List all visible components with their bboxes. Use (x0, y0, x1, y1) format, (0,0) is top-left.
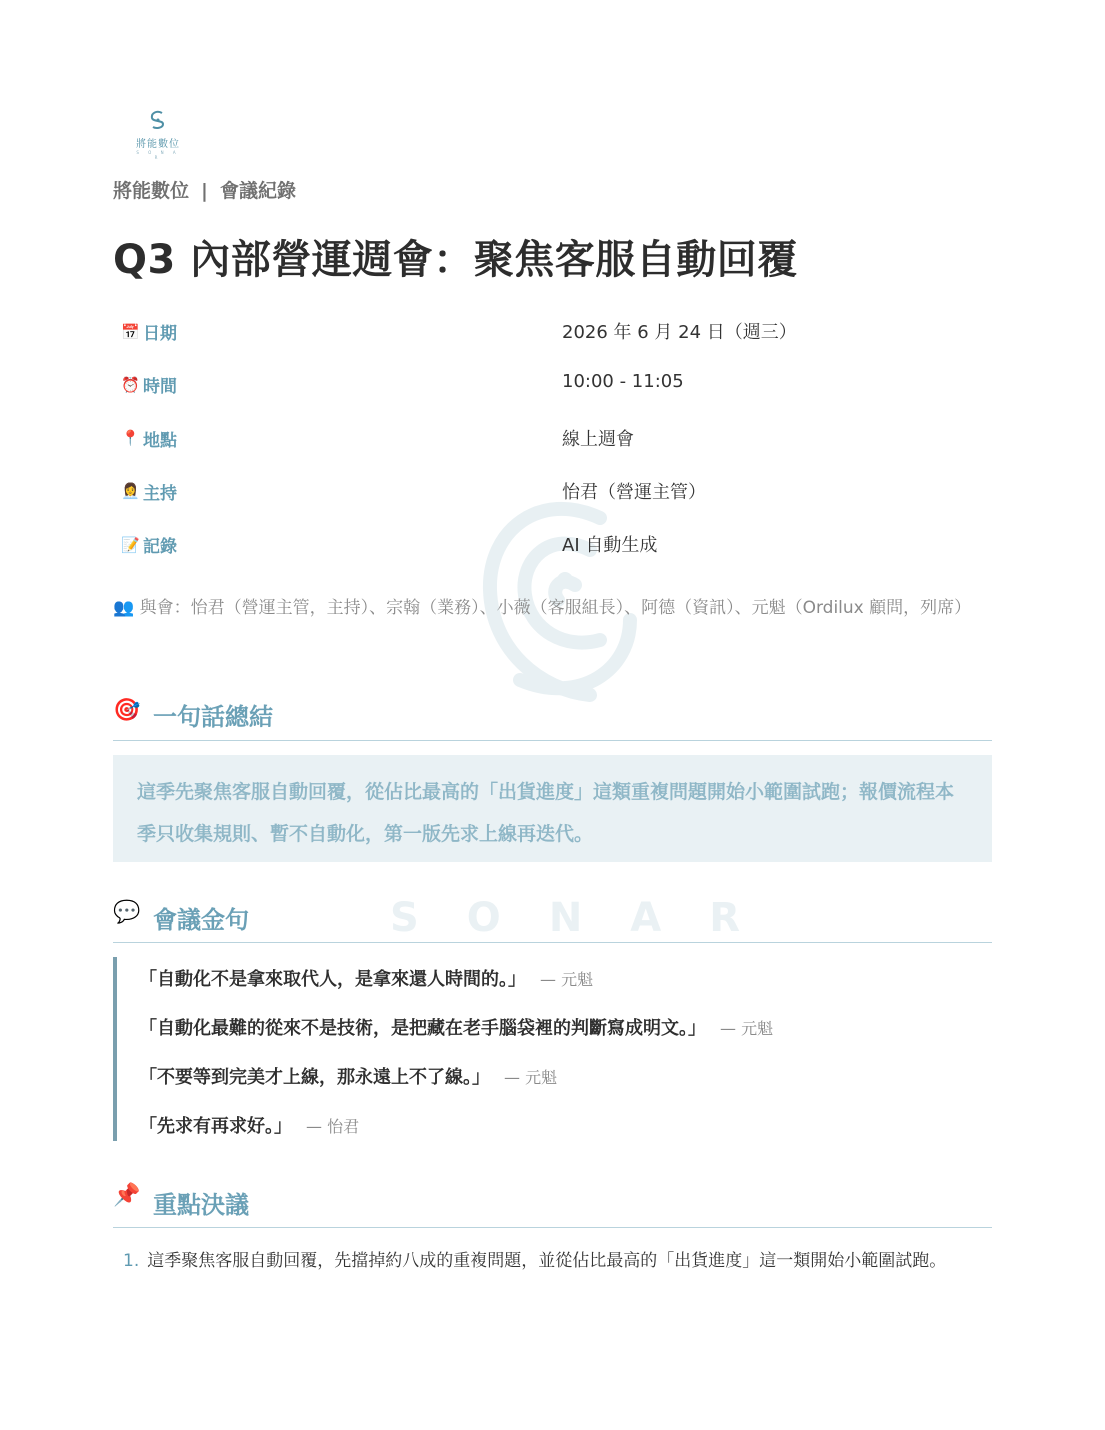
decision-text: 這季聚焦客服自動回覆，先擋掉約八成的重複問題，並從佔比最高的「出貨進度」這一類開始小範圍試跑。 (147, 1251, 947, 1271)
section-summary-header (113, 694, 992, 741)
quotes-block (113, 957, 996, 1141)
doc-header (113, 176, 296, 203)
logo-name: 將能數位 (136, 139, 180, 150)
meta-value: 怡君（營運主管） (562, 481, 706, 503)
meta-value: 2026 年 6 月 24 日（週三） (562, 322, 797, 343)
host-person-icon: 👩‍💼 (121, 482, 140, 501)
section-quotes-header (113, 896, 992, 943)
decision-item (123, 1243, 993, 1280)
meta-label: 記錄 (143, 537, 177, 558)
pin-icon: 📍 (121, 429, 140, 448)
attendees-text: 與會：怡君（營運主管，主持）、宗翰（業務）、小薇（客服組長）、阿德（資訊）、元魁（Ordilux 顧問，列席） (139, 598, 972, 618)
meta-value: 10:00 - 11:05 (562, 371, 684, 393)
alarm-clock-icon: ⏰ (121, 375, 140, 394)
meta-value: 線上週會 (562, 428, 634, 450)
logo-subtitle: S O N A R (136, 150, 180, 160)
quote-text: 「自動化最難的從來不是技術，是把藏在老手腦袋裡的判斷寫成明文。」 (139, 1018, 706, 1039)
calendar-icon: 📅 (121, 322, 140, 341)
sonar-logo-icon (149, 110, 167, 130)
meeting-info-table (113, 313, 992, 579)
summary-text: 這季先聚焦客服自動回覆，從佔比最高的「出貨進度」這類重複問題開始小範圍試跑；報價流程本季只收集規則、暫不自動化，第一版先求上線再迭代。 (137, 781, 955, 845)
quote-item (139, 1112, 359, 1138)
page-title: Q3 內部營運週會：聚焦客服自動回覆 (113, 237, 798, 283)
section-decisions-header (113, 1181, 992, 1228)
meta-row-recorder (113, 526, 992, 579)
meta-row-time (113, 366, 992, 419)
meta-label: 日期 (143, 324, 177, 344)
summary-box (113, 755, 992, 862)
attendees-icon: 👥 (113, 598, 135, 618)
quote-author: — 元魁 (540, 970, 594, 989)
quote-author: — 怡君 (306, 1117, 360, 1136)
header-separator: | (201, 180, 208, 202)
meta-row-host (113, 473, 992, 526)
meta-label: 地點 (143, 430, 177, 451)
brand-name: 將能數位 (113, 180, 190, 202)
quote-item (139, 1014, 773, 1040)
quote-item (139, 1063, 557, 1089)
meta-label: 時間 (143, 377, 177, 398)
meta-row-location (113, 420, 992, 473)
quote-text: 「先求有再求好。」 (139, 1116, 292, 1137)
quote-author: — 元魁 (504, 1068, 558, 1087)
watermark-text: SONAR (390, 895, 789, 941)
doc-type: 會議紀錄 (219, 180, 296, 202)
memo-icon: 📝 (121, 535, 140, 554)
quote-text: 「自動化不是拿來取代人，是拿來還人時間的。」 (139, 969, 526, 990)
section-title: 重點決議 (153, 1191, 249, 1219)
section-title: 一句話總結 (153, 703, 273, 731)
meta-row-date (113, 313, 992, 366)
speech-bubble-icon: 💬 (113, 900, 141, 925)
decision-number: 1. (123, 1251, 140, 1271)
quote-author: — 元魁 (720, 1019, 774, 1038)
meta-label: 主持 (143, 483, 177, 504)
quote-text: 「不要等到完美才上線，那永遠上不了線。」 (139, 1067, 490, 1088)
meta-value: AI 自動生成 (562, 535, 658, 557)
target-icon: 🎯 (113, 698, 141, 723)
pushpin-icon: 📌 (113, 1183, 141, 1208)
quote-item (139, 965, 593, 991)
company-logo (133, 110, 183, 160)
attendees (113, 590, 992, 627)
section-title: 會議金句 (153, 906, 249, 934)
